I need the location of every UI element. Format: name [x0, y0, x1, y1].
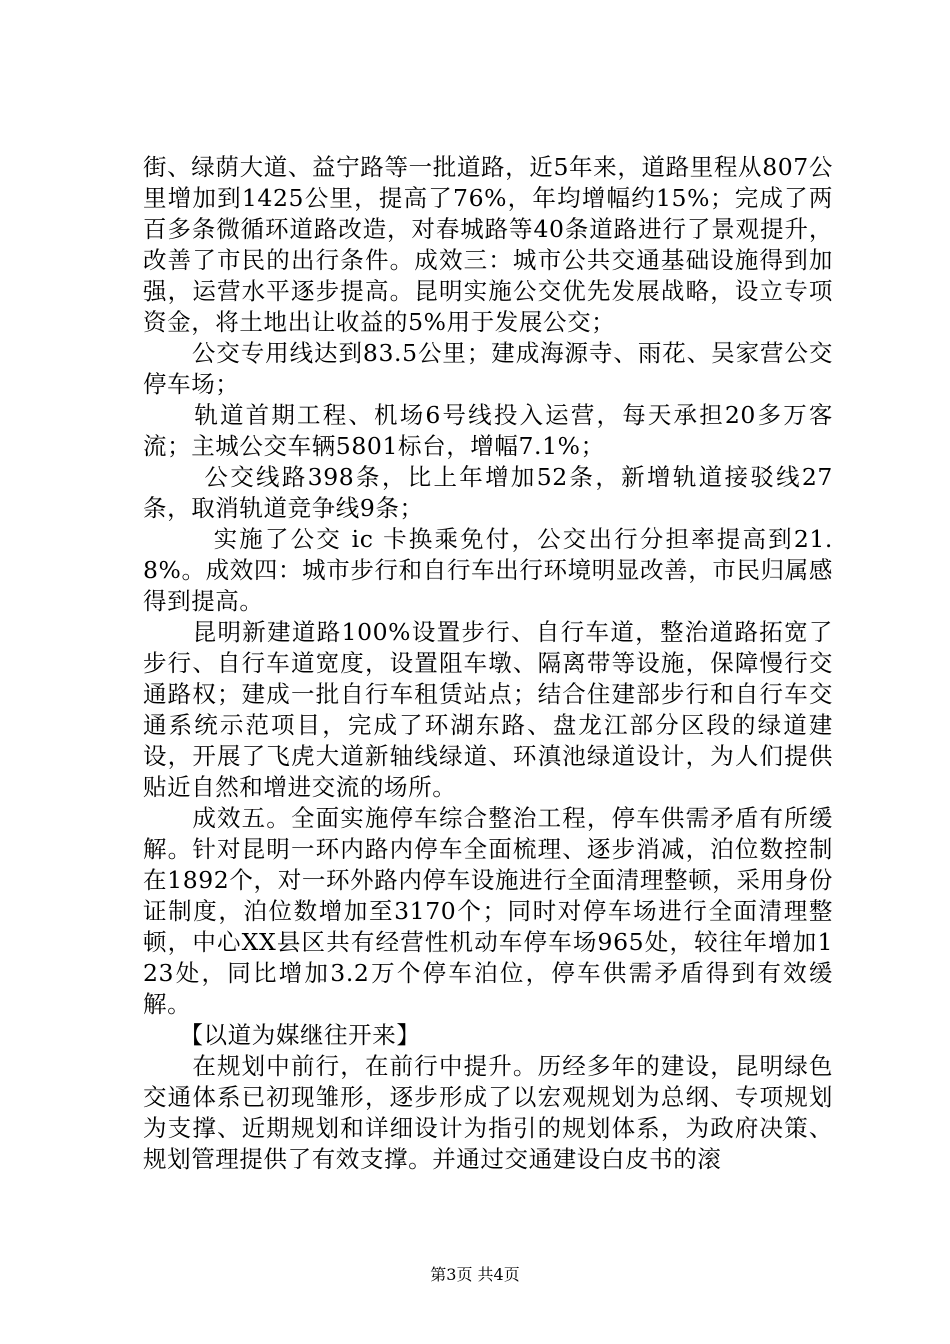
page-number-footer: 第3页 共4页 [430, 1265, 520, 1284]
paragraph: 公交专用线达到83.5公里；建成海源寺、雨花、吴家营公交停车场； [143, 339, 833, 398]
paragraph: 成效五。全面实施停车综合整治工程，停车供需矛盾有所缓解。针对昆明一环内路内停车全面梳理、逐步消减，泊位数控制在1892个，对一环外路内停车设施进行全面清理整顿，采用身份证制度，泊位数增加至3170个；同时对停车场进行全面清理整顿，中心XX县区共有经营性机动车停车场965处，较往年增加123处，同比增加3.2万个停车泊位，停车供需矛盾得到有效缓解。 [143, 804, 833, 1018]
document-body [143, 152, 833, 1175]
paragraph: 在规划中前行，在前行中提升。历经多年的建设，昆明绿色交通体系已初现雏形，逐步形成了以宏观规划为总纲、专项规划为支撑、近期规划和详细设计为指引的规划体系，为政府决策、规划管理提供了有效支撑。并通过交通建设白皮书的滚 [143, 1052, 833, 1173]
paragraph: 公交线路398条，比上年增加52条，新增轨道接驳线27条，取消轨道竞争线9条； [143, 463, 833, 522]
paragraph: 昆明新建道路100%设置步行、自行车道，整治道路拓宽了步行、自行车道宽度，设置阻车墩、隔离带等设施，保障慢行交通路权；建成一批自行车租赁站点；结合住建部步行和自行车交通系统示范项目，完成了环湖东路、盘龙江部分区段的绿道建设，开展了飞虎大道新轴线绿道、环滇池绿道设计，为人们提供贴近自然和增进交流的场所。 [143, 618, 833, 801]
paragraph: 街、绿荫大道、益宁路等一批道路，近5年来，道路里程从807公里增加到1425公里，提高了76%，年均增幅约15%；完成了两百多条微循环道路改造，对春城路等40条道路进行了景观提升，改善了市民的出行条件。成效三：城市公共交通基础设施得到加强，运营水平逐步提高。昆明实施公交优先发展战略，设立专项资金，将土地出让收益的5%用于发展公交； [143, 153, 833, 336]
section-heading: 【以道为媒继往开来】 [143, 1021, 421, 1049]
paragraph: 实施了公交 ic 卡换乘免付，公交出行分担率提高到21.8%。成效四：城市步行和自行车出行环境明显改善，市民归属感得到提高。 [143, 525, 833, 615]
paragraph: 轨道首期工程、机场6号线投入运营，每天承担20多万客流；主城公交车辆5801标台，增幅7.1%； [143, 401, 833, 460]
